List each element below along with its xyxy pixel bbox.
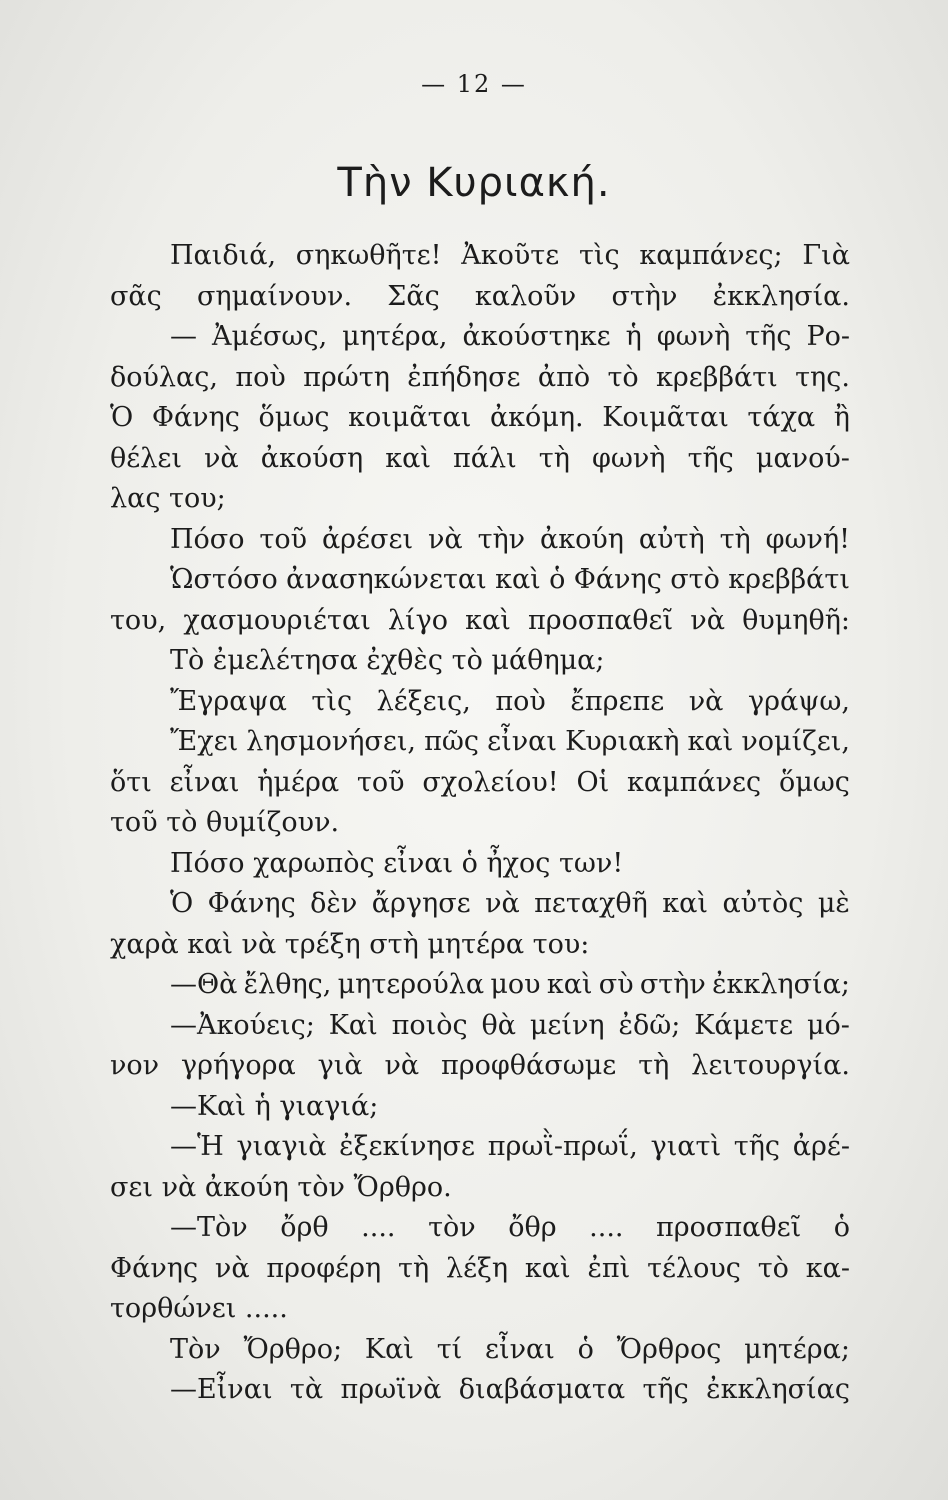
text-line: λας του; <box>110 483 226 514</box>
text-line: Ἔγραψα τὶς λέξεις, ποὺ ἔπρεπε νὰ γράψω, <box>170 685 850 717</box>
text-line: —Ἡ γιαγιὰ ἐξεκίνησε πρωῒ-πρωΐ, γιατὶ τῆς ἀρέ- <box>170 1131 850 1162</box>
text-line: —Τὸν ὄρθ .... τὸν ὄθρ .... προσπαθεῖ ὁ <box>170 1212 850 1243</box>
text-line: θέλει νὰ ἀκούση καὶ πάλι τὴ φωνὴ τῆς μανού- <box>110 442 850 474</box>
text-line: Φάνης νὰ προφέρη τὴ λέξη καὶ ἐπὶ τέλους τὸ κα- <box>110 1252 850 1284</box>
text-line: νον γρήγορα γιὰ νὰ προφθάσωμε τὴ λειτουργία. <box>110 1050 850 1081</box>
text-line: Τὸν Ὄρθρο; Καὶ τί εἶναι ὁ Ὄρθρος μητέρα; <box>170 1333 850 1365</box>
text-line: Πόσο χαρωπὸς εἶναι ὁ ἦχος των! <box>170 847 624 879</box>
text-line: χαρὰ καὶ νὰ τρέξη στὴ μητέρα του: <box>110 928 590 960</box>
text-line: Ὁ Φάνης ὅμως κοιμᾶται ἀκόμη. Κοιμᾶται τάχα ἢ <box>110 402 850 433</box>
body-text <box>110 236 850 1411</box>
text-line: Τὸ ἐμελέτησα ἐχθὲς τὸ μάθημα; <box>170 645 605 676</box>
text-line: Ἔχει λησμονήσει, πῶς εἶναι Κυριακὴ καὶ νομίζει, <box>170 726 850 757</box>
text-line: Πόσο τοῦ ἀρέσει νὰ τὴν ἀκούη αὐτὴ τὴ φωνή! <box>170 523 850 555</box>
text-line: —Θὰ ἔλθης, μητερούλα μου καὶ σὺ στὴν ἐκκλησία; <box>170 969 850 1000</box>
text-line: ὅτι εἶναι ἡμέρα τοῦ σχολείου! Οἱ καμπάνες ὅμως <box>110 766 850 798</box>
text-line: δούλας, ποὺ πρώτη ἐπήδησε ἀπὸ τὸ κρεββάτι της. <box>110 361 850 393</box>
text-line: — Ἀμέσως, μητέρα, ἀκούστηκε ἡ φωνὴ τῆς Ρο- <box>170 321 850 352</box>
text-line: Ὁ Φάνης δὲν ἄργησε νὰ πεταχθῆ καὶ αὐτὸς μὲ <box>170 888 850 919</box>
text-line: τορθώνει ..... <box>110 1293 288 1324</box>
text-line: —Καὶ ἡ γιαγιά; <box>170 1090 379 1122</box>
text-line: Παιδιά, σηκωθῆτε! Ἀκοῦτε τὶς καμπάνες; Γιὰ <box>170 240 850 271</box>
page-number: — 12 — <box>421 70 527 98</box>
text-line: τοῦ τὸ θυμίζουν. <box>110 807 340 838</box>
text-line: σει νὰ ἀκούη τὸν Ὄρθρο. <box>110 1171 452 1203</box>
text-line: Ὡστόσο ἀνασηκώνεται καὶ ὁ Φάνης στὸ κρεββάτι <box>170 564 850 595</box>
text-line: σᾶς σημαίνουν. Σᾶς καλοῦν στὴν ἐκκλησία. <box>110 280 850 312</box>
text-line: του, χασμουριέται λίγο καὶ προσπαθεῖ νὰ θυμηθῆ: <box>110 604 850 636</box>
chapter-title: Τὴν Κυριακή. <box>337 160 611 206</box>
text-line: —Ἀκούεις; Καὶ ποιὸς θὰ μείνη ἐδῶ; Κάμετε μό- <box>170 1009 850 1041</box>
text-line: —Εἶναι τὰ πρωϊνὰ διαβάσματα τῆς ἐκκλησίας <box>170 1374 850 1405</box>
